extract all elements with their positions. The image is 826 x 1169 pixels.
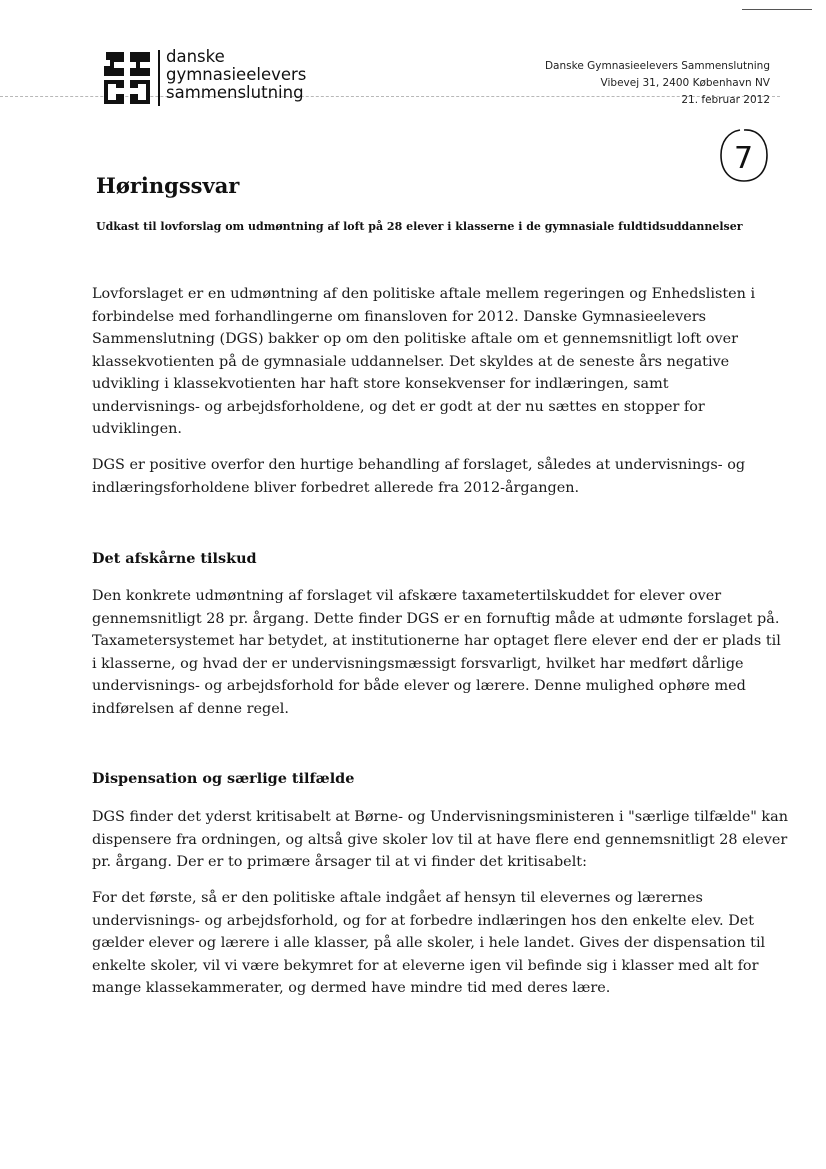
dgs-logo-icon — [100, 48, 154, 106]
scan-mark — [742, 9, 812, 10]
section2-paragraph-1 — [92, 806, 788, 874]
sender-address — [545, 58, 770, 109]
address-street: Vibevej 31, 2400 København NV — [600, 77, 770, 89]
text-line: undervisnings- og arbejdsforholdene, og det er godt at der nu sættes en stopper for — [92, 398, 705, 415]
handwritten-circled-number-icon — [718, 126, 770, 184]
org-line-3: sammenslutning — [166, 83, 304, 102]
section-heading-tilskud: Det afskårne tilskud — [92, 550, 257, 567]
organisation-wordmark — [166, 48, 306, 102]
text-line: mange klassekammerater, og dermed have mindre tid med deres lære. — [92, 980, 611, 996]
logo-divider — [158, 50, 160, 106]
text-line: dispensere fra ordningen, og altså give skoler lov til at have flere end gennemsnitligt 28 elever — [92, 831, 788, 848]
text-line: i klasserne, og hvad der er undervisningsmæssigt forsvarligt, hvilket har medført dårlige — [92, 655, 744, 672]
document-subtitle: Udkast til lovforslag om udmøntning af loft på 28 elever i klasserne i de gymnasiale fuldtidsuddannelser — [96, 220, 743, 233]
section1-paragraph — [92, 585, 782, 720]
org-line-1: danske — [166, 47, 225, 66]
text-line: undervisnings- og arbejdsforhold, og for at forbedre indlæringen hos den enkelte elev. Det — [92, 912, 755, 929]
text-line: Taxametersystemet har betydet, at institutionerne har optaget flere elever end der er plads til — [92, 633, 781, 649]
text-line: klassekvotienten på de gymnasiale uddannelser. Det skyldes at de seneste års negative — [92, 353, 730, 370]
intro-paragraph — [92, 283, 782, 441]
text-line: indlæringsforholdene bliver forbedret allerede fra 2012-årgangen. — [92, 479, 580, 496]
letter-date: 21. februar 2012 — [681, 94, 770, 106]
text-line: enkelte skoler, vil vi være bekymret for at eleverne igen vil befinde sig i klasser med alt for — [92, 957, 759, 974]
text-line: DGS finder det yderst kritisabelt at Børne- og Undervisningsministeren i "særlige tilfælde" kan — [92, 809, 788, 825]
section-heading-dispensation: Dispensation og særlige tilfælde — [92, 770, 355, 787]
text-line: For det første, så er den politiske aftale indgået af hensyn til elevernes og lærernes — [92, 890, 703, 906]
text-line: gælder elever og lærere i alle klasser, på alle skoler, i hele landet. Gives der dispensation til — [92, 935, 766, 951]
intro-paragraph-2 — [92, 454, 782, 499]
text-line: Sammenslutning (DGS) bakker op om den politiske aftale om et gennemsnitligt loft over — [92, 331, 739, 347]
text-line: udvikling i klassekvotienten har haft store konsekvenser for indlæringen, samt — [92, 376, 669, 392]
text-line: udviklingen. — [92, 421, 182, 437]
stamp-number: 7 — [734, 141, 754, 176]
document-title: Høringssvar — [96, 173, 240, 198]
text-line: Lovforslaget er en udmøntning af den politiske aftale mellem regeringen og Enhedslisten i — [92, 286, 756, 302]
text-line: forbindelse med forhandlingerne om finansloven for 2012. Danske Gymnasieelevers — [92, 308, 707, 325]
org-line-2: gymnasieelevers — [166, 65, 307, 84]
text-line: DGS er positive overfor den hurtige behandling af forslaget, således at undervisnings- og — [92, 457, 746, 473]
address-name: Danske Gymnasieelevers Sammenslutning — [544, 60, 770, 72]
section2-paragraph-2 — [92, 887, 782, 1000]
text-line: pr. årgang. Der er to primære årsager til at vi finder det kritisabelt: — [92, 854, 587, 870]
text-line: indførelsen af denne regel. — [92, 700, 289, 717]
text-line: gennemsnitligt 28 pr. årgang. Dette finder DGS er en fornuftig måde at udmønte forslaget på. — [92, 610, 780, 627]
text-line: Den konkrete udmøntning af forslaget vil afskære taxametertilskuddet for elever over — [92, 588, 722, 604]
text-line: undervisnings- og arbejdsforhold for både elever og lærere. Denne mulighed ophøre med — [92, 678, 746, 694]
